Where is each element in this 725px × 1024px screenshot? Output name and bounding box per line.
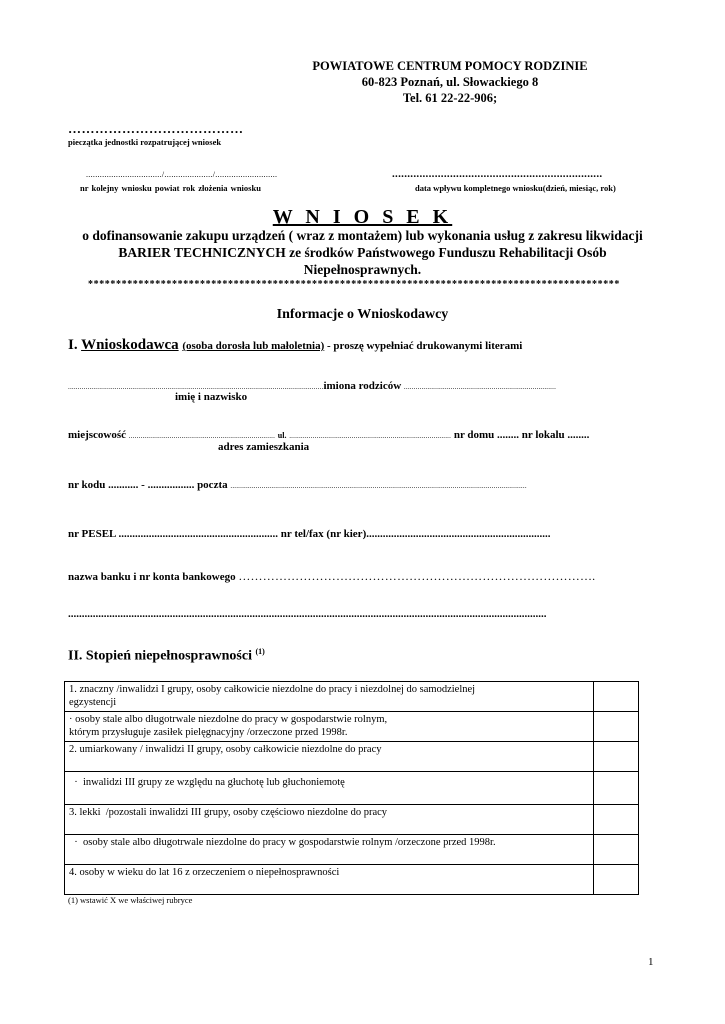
section-disability-heading: [68, 647, 265, 665]
address-label: adres zamieszkania: [218, 441, 310, 453]
street-label: ul.: [277, 431, 287, 440]
office-header: [230, 58, 670, 106]
name-label: imię i nazwisko: [175, 391, 248, 403]
office-phone: Tel. 61 22-22-906;: [402, 91, 498, 105]
table-row: [65, 805, 639, 835]
name-field[interactable]: ...................................................................................................................................: [68, 383, 324, 391]
house-number-field[interactable]: nr domu ........ nr lokalu ........: [453, 429, 590, 441]
postcode-row: [68, 479, 648, 491]
name-row: [68, 380, 648, 392]
footnote-ref: (1): [255, 647, 265, 656]
bank-account-continuation-field[interactable]: ..............................................................................................................................................................................: [68, 608, 547, 620]
receipt-date-label: data wpływu kompletnego wniosku(dzień, miesiąc, rok): [415, 183, 616, 193]
section-instruction: - proszę wypełniać drukowanymi literami: [324, 340, 523, 352]
parents-field[interactable]: ..............................................................................: [403, 383, 557, 391]
bank-account-field[interactable]: …………………………………………………………………………….: [238, 569, 596, 583]
degree-text: 4. osoby w wieku do lat 16 z orzeczeniem o niepełnosprawności: [65, 865, 594, 895]
degree-checkbox[interactable]: [594, 865, 639, 895]
pesel-phone-field[interactable]: nr PESEL .......................................................... nr tel/fax (nr kier)...................................................................: [68, 528, 551, 540]
section-disability-title: II. Stopień niepełnosprawności: [68, 648, 252, 664]
postcode-field[interactable]: nr kodu ........... - ................. poczta: [68, 479, 228, 491]
section-title: Wnioskodawca: [81, 337, 179, 353]
bank-label: nazwa banku i nr konta bankowego: [68, 571, 236, 583]
degree-checkbox[interactable]: [594, 835, 639, 865]
bank-row: [68, 569, 648, 584]
section-number: I.: [68, 337, 78, 353]
stamp-field[interactable]: …………………………………: [68, 121, 244, 136]
degree-checkbox[interactable]: [594, 682, 639, 712]
city-label: miejscowość: [68, 429, 127, 441]
degree-text: · inwalidzi III grupy ze względu na głuchotę lub głuchoniemotę: [65, 772, 594, 805]
receipt-date-field[interactable]: .....................................................................: [392, 168, 603, 180]
street-field[interactable]: ...................................................................................: [289, 432, 452, 440]
degree-text: · osoby stale albo długotrwale niezdolne do pracy w gospodarstwie rolnym, którym przysługuje zasiłek pielęgnacyjny /orzeczone przed 1998r.: [65, 712, 594, 742]
section-note: (osoba dorosła lub małoletnia): [182, 340, 325, 352]
document-title: W N I O S E K: [272, 206, 453, 228]
table-row: [65, 865, 639, 895]
section-applicant-heading: [68, 337, 522, 354]
applicant-info-heading: Informacje o Wnioskodawcy: [276, 307, 449, 322]
office-name: POWIATOWE CENTRUM POMOCY RODZINIE: [312, 59, 588, 73]
degree-checkbox[interactable]: [594, 712, 639, 742]
degree-text: 1. znaczny /inwalidzi I grupy, osoby całkowicie niezdolne do pracy i niezdolnej do samodzielnej egzystencji: [65, 682, 594, 712]
office-address: 60-823 Poznań, ul. Słowackiego 8: [361, 75, 539, 89]
address-row: [68, 429, 648, 441]
post-office-field[interactable]: ........................................................................................................................................................: [230, 482, 527, 490]
footnote: (1) wstawić X we właściwej rubryce: [68, 895, 193, 905]
table-row: [65, 742, 639, 772]
city-field[interactable]: ...........................................................................: [128, 432, 276, 440]
degree-text: 2. umiarkowany / inwalidzi II grupy, osoby całkowicie niezdolne do pracy: [65, 742, 594, 772]
stamp-label: pieczątka jednostki rozpatrującej wniosek: [68, 137, 222, 147]
table-row: [65, 835, 639, 865]
document-subtitle: o dofinansowanie zakupu urządzeń ( wraz z montażem) lub wykonania usług z zakresu likwidacji BARIER TECHNICZNYCH ze środków Państwowego Funduszu Rehabilitacji Osób Niepełnosprawnych.: [82, 228, 643, 277]
degree-text: 3. lekki /pozostali inwalidzi III grupy, osoby częściowo niezdolne do pracy: [65, 805, 594, 835]
degree-text: · osoby stale albo długotrwale niezdolne do pracy w gospodarstwie rolnym /orzeczone przed 1998r.: [65, 835, 594, 865]
separator-stars: ***********************************************************************************************: [88, 279, 620, 290]
table-row: [65, 682, 639, 712]
registration-number-label: nr kolejny wniosku powiat rok złożenia wniosku: [80, 183, 261, 193]
degree-checkbox[interactable]: [594, 742, 639, 772]
page-number: 1: [648, 956, 654, 968]
table-row: [65, 772, 639, 805]
table-row: [65, 712, 639, 742]
registration-number-field[interactable]: ................................./...................../...........................: [86, 170, 278, 179]
degree-checkbox[interactable]: [594, 772, 639, 805]
disability-degree-table: [64, 681, 639, 895]
parents-label: imiona rodziców: [323, 380, 402, 392]
degree-checkbox[interactable]: [594, 805, 639, 835]
